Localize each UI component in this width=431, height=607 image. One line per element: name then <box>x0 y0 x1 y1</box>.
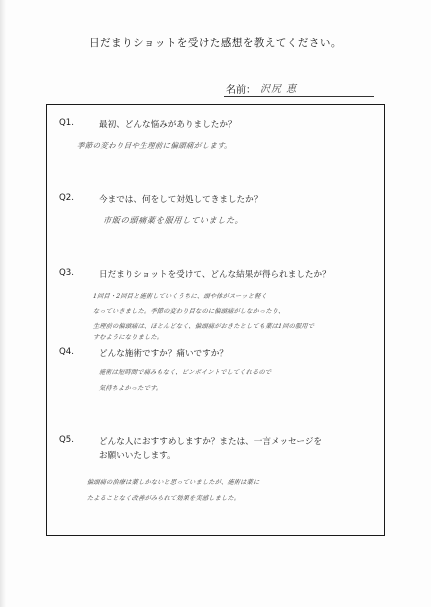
name-handwritten: 沢尻 恵 <box>260 84 298 95</box>
question-2-text: 今までは、何をして対処してきましたか？ <box>99 195 263 205</box>
name-field <box>224 80 374 97</box>
question-5-text: どんな人におすすめしますか？または、一言メッセージを <box>99 437 323 447</box>
answer-3-line-1: 1回目・2回目と施術していくうちに、頭や体がスーッと軽く <box>92 293 268 300</box>
question-5-number: Q5. <box>59 435 74 445</box>
question-2-number: Q2. <box>59 193 74 203</box>
answer-3-line-3: 生理前の偏頭痛は、ほとんどなく、偏頭痛がおきたとしても薬は1回の服用で <box>92 323 315 330</box>
question-5-text-line-2: お願いいたします。 <box>99 451 176 461</box>
answer-3-line-4: すむようになりました。 <box>92 334 164 341</box>
answer-4-line-1: 施術は短時間で痛みもなく、ピンポイントでしてくれるので <box>98 369 272 376</box>
question-3-text: 日だまりショットを受けて、どんな結果が得られましたか？ <box>99 270 331 280</box>
answer-3-line-2: なっていきました。季節の変わり目なのに偏頭痛がしなかったり、 <box>92 308 285 315</box>
question-1-number: Q1. <box>59 118 74 128</box>
question-4-text: どんな施術ですか？痛いですか？ <box>99 349 228 359</box>
answer-2-line-1: 市販の頭痛薬を服用していました。 <box>102 215 245 225</box>
scan-edge-shadow <box>0 0 6 607</box>
questions-frame <box>46 104 385 536</box>
answer-5-line-1: 偏頭痛の治療は薬しかないと思っていましたが、施術は薬に <box>86 479 260 486</box>
answer-5-line-2: たよることなく改善がみられて効果を実感しました。 <box>86 495 241 502</box>
question-3-number: Q3. <box>59 268 74 278</box>
name-label: 名前： <box>226 85 256 96</box>
question-4-number: Q4. <box>59 347 74 357</box>
form-title: 日だまりショットを受けた感想を教えてください。 <box>89 37 342 49</box>
question-1-text: 最初、どんな悩みがありましたか？ <box>99 120 237 130</box>
answer-4-line-2: 気持ちよかったです。 <box>98 385 163 392</box>
answer-1-line-1: 季節の変わり目や生理前に偏頭痛がします。 <box>76 141 233 150</box>
